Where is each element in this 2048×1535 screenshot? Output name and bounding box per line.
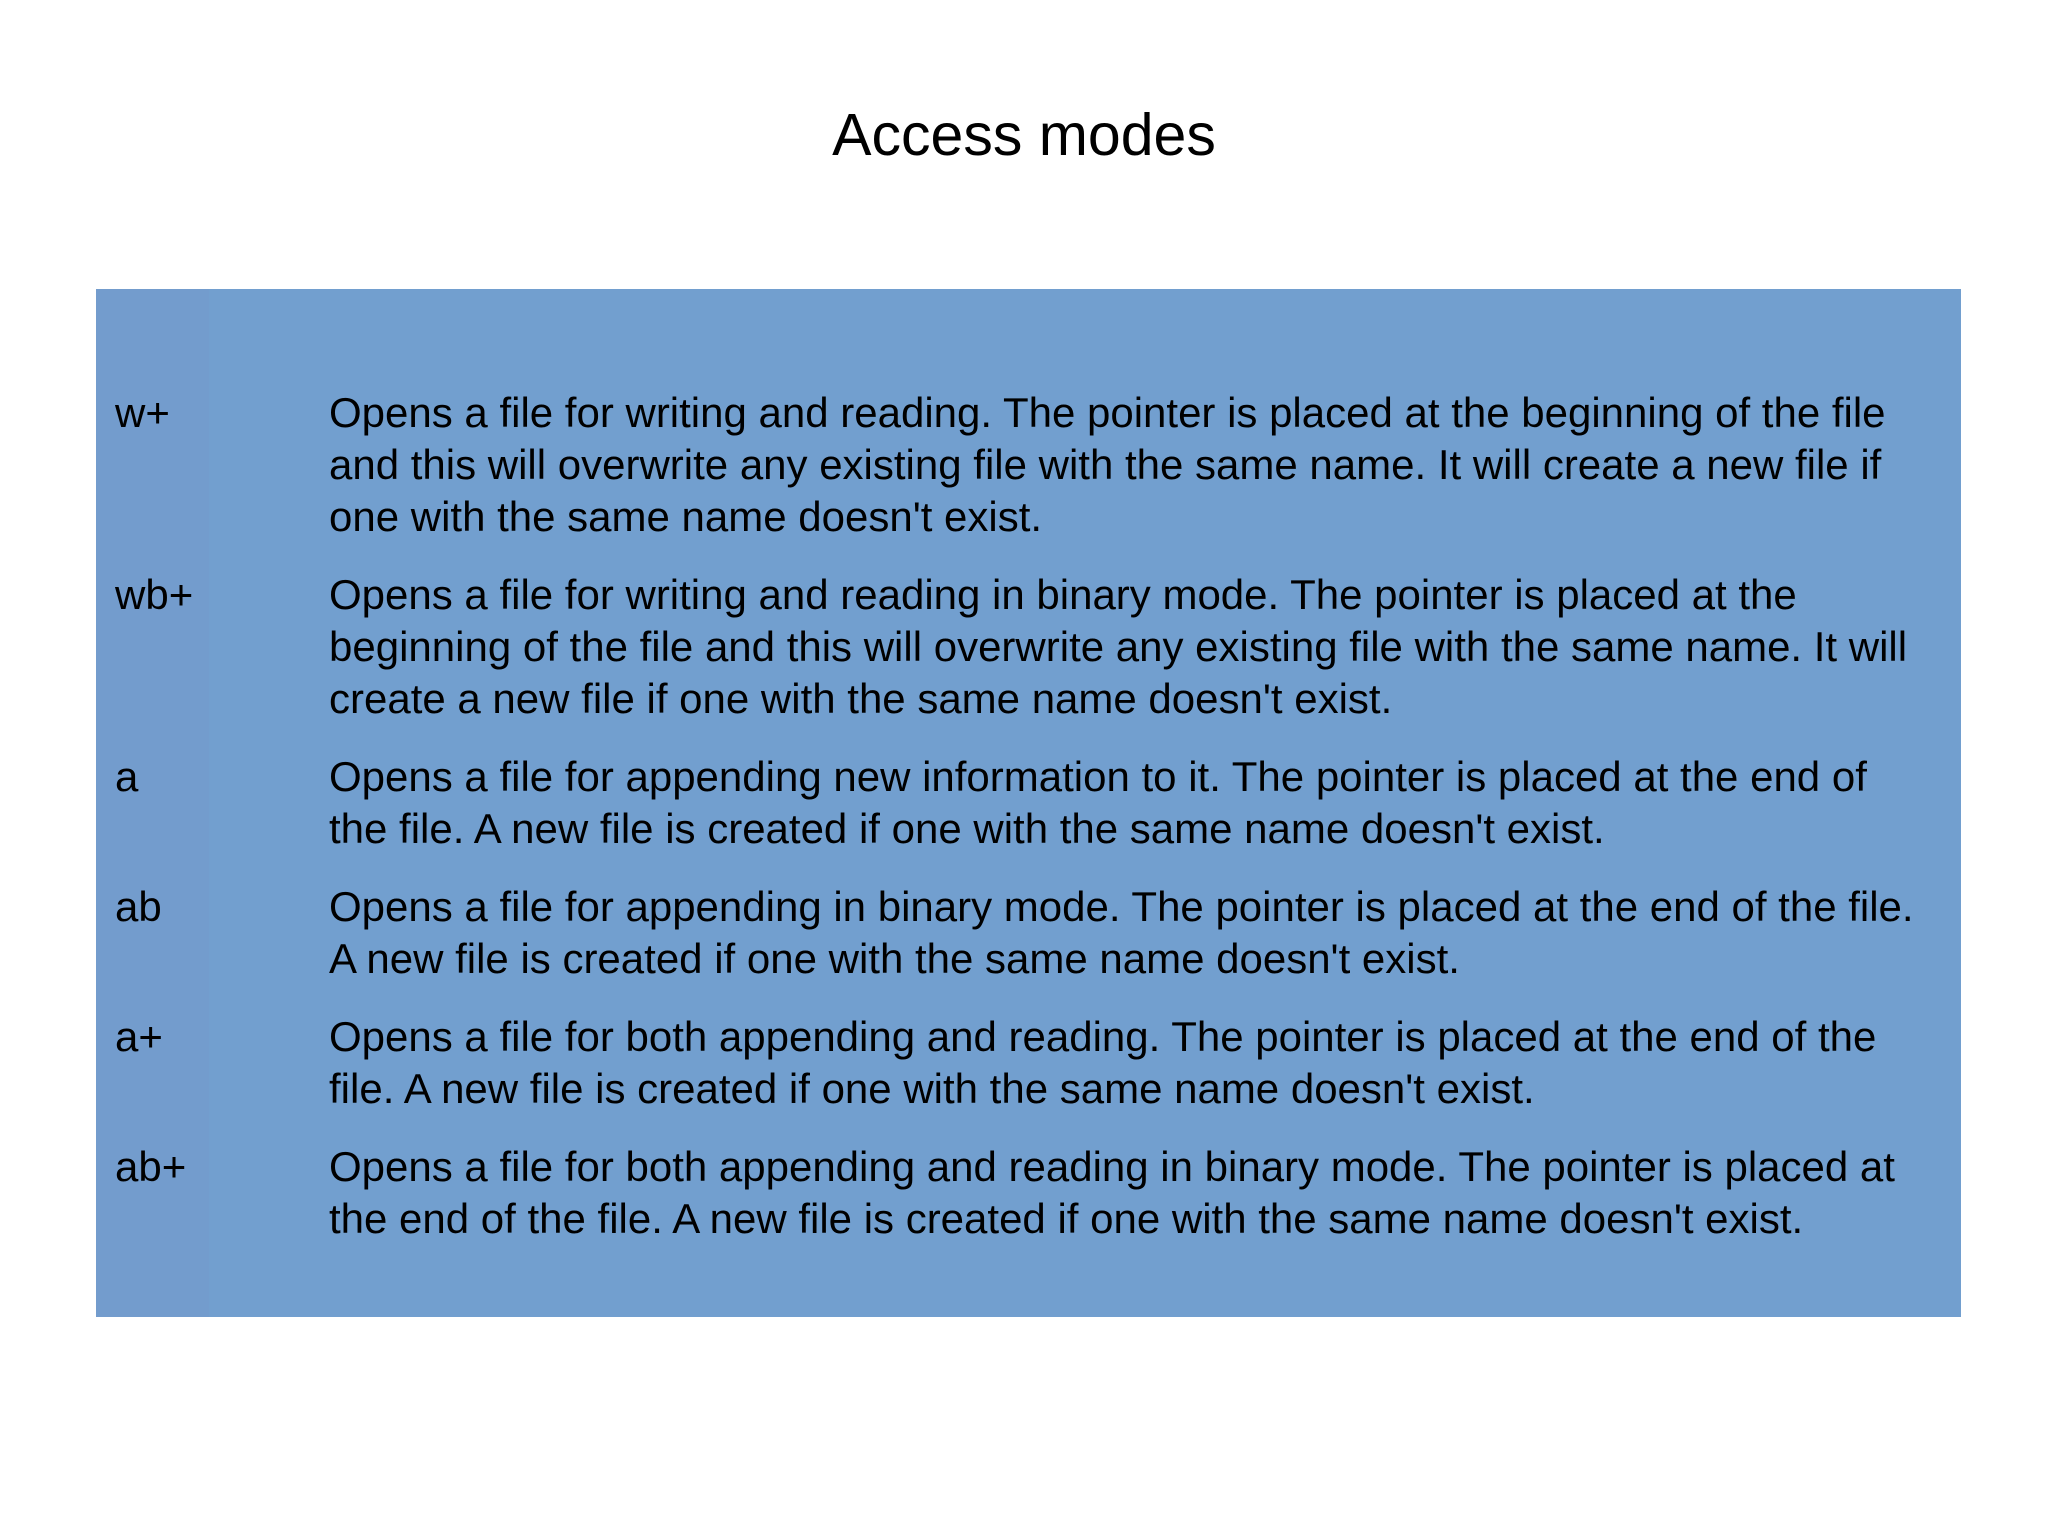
mode-description: Opens a file for both appending and reading. The pointer is placed at the end of the file. A new file is created if one with the same name doesn't exist.: [329, 1013, 1877, 1112]
table-row-w-plus: [96, 387, 1961, 543]
mode-code: w+: [115, 389, 170, 436]
table-row-a: [96, 751, 1961, 855]
mode-code: wb+: [115, 571, 194, 618]
table-rows: [96, 387, 1961, 1245]
mode-code: ab+: [115, 1143, 187, 1190]
table-row-ab-plus: [96, 1141, 1961, 1245]
mode-code: a+: [115, 1013, 163, 1060]
mode-description: Opens a file for writing and reading. The pointer is placed at the beginning of the file and this will overwrite any existing file with the same name. It will create a new file if one with the same name doesn't exist.: [329, 389, 1886, 540]
slide-title: Access modes: [832, 102, 1216, 168]
mode-description: Opens a file for writing and reading in binary mode. The pointer is placed at the beginning of the file and this will overwrite any existing file with the same name. It will create a new file if one with the same name doesn't exist.: [329, 571, 1908, 722]
table-row-ab: [96, 881, 1961, 985]
mode-description: Opens a file for both appending and reading in binary mode. The pointer is placed at the end of the file. A new file is created if one with the same name doesn't exist.: [329, 1143, 1895, 1242]
table-row-a-plus: [96, 1011, 1961, 1115]
access-modes-table: [96, 289, 1961, 1317]
table-row-wb-plus: [96, 569, 1961, 725]
mode-description: Opens a file for appending in binary mode. The pointer is placed at the end of the file. A new file is created if one with the same name doesn't exist.: [329, 883, 1914, 982]
mode-code: ab: [115, 883, 162, 930]
mode-description: Opens a file for appending new information to it. The pointer is placed at the end of the file. A new file is created if one with the same name doesn't exist.: [329, 753, 1867, 852]
mode-code: a: [115, 753, 139, 800]
